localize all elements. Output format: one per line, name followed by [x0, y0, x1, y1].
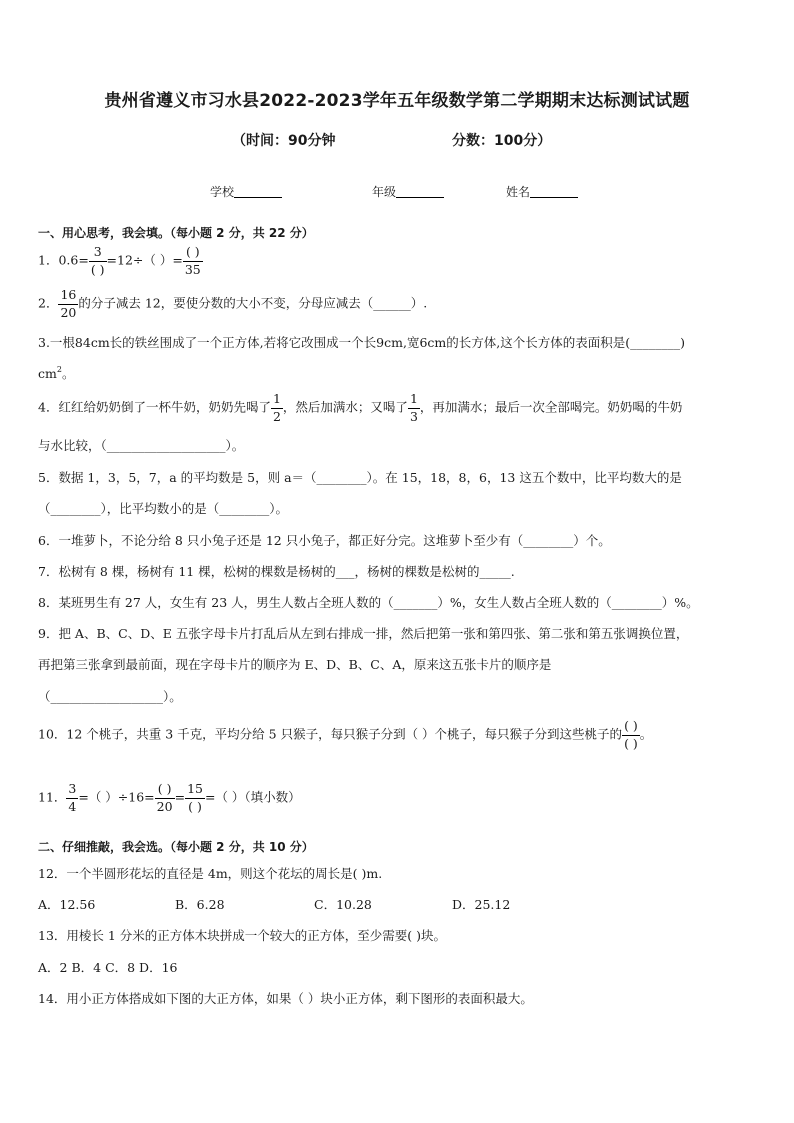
question-7: 7．松树有 8 棵，杨树有 11 棵，松树的棵数是杨树的___，杨树的棵数是松树的_____.: [38, 564, 515, 579]
q10-f-den: ( ): [624, 735, 638, 751]
q4-fraction-1: [271, 391, 283, 425]
section-1-title: 一、用心思考，我会填。（每小题 2 分，共 22 分）: [38, 226, 314, 240]
q2-text: 的分子减去 12，要使分数的大小不变，分母应减去（______）.: [78, 295, 428, 311]
school-field: [210, 183, 282, 200]
q11-equals: =: [174, 789, 186, 805]
q4-f2-num: 1: [408, 391, 420, 409]
q1-f2-den: 35: [184, 261, 201, 277]
question-8: 8．某班男生有 27 人，女生有 23 人，男生人数占全班人数的（_______）%，女生人数占全班人数的（________）%。: [38, 595, 699, 610]
q11-f3-num: 15: [185, 781, 205, 799]
q10-fraction: [622, 718, 640, 752]
q10-text: 10．12 个桃子，共重 3 千克，平均分给 5 只猴子，每只猴子分到（ ）个桃子，每只猴子分到这些桃子的: [38, 726, 623, 742]
q1-f2-num: ( ): [183, 244, 203, 262]
q12-option-a: A．12.56: [38, 897, 96, 912]
question-1: [38, 244, 203, 278]
q11-fraction-2: [155, 781, 175, 815]
q1-fraction-2: [183, 244, 203, 278]
q11-part-b: =（ ）（填小数）: [204, 789, 301, 805]
q11-f2-den: 20: [156, 798, 173, 814]
grade-field: [372, 183, 444, 200]
question-4-line-1: [38, 391, 682, 425]
question-2: [38, 287, 427, 321]
q4-f2-den: 3: [409, 408, 418, 424]
q3-superscript: 2: [56, 365, 62, 374]
name-field: [506, 183, 578, 200]
name-label: 姓名: [506, 185, 531, 199]
q1-f1-num: 3: [89, 244, 107, 262]
question-9-line-3: （__________________）。: [38, 689, 182, 704]
section-2-title: 二、仔细推敲，我会选。（每小题 2 分，共 10 分）: [38, 840, 314, 854]
q4-part-b: ，然后加满水；又喝了: [282, 399, 408, 415]
q12-option-b: B．6.28: [175, 897, 225, 912]
q4-f1-den: 2: [272, 408, 281, 424]
grade-label: 年级: [372, 185, 397, 199]
q4-fraction-2: [408, 391, 420, 425]
q3-end: 。: [61, 366, 75, 381]
question-12: 12．一个半圆形花坛的直径是 4m，则这个花坛的周长是( )m.: [38, 866, 383, 881]
q4-part-a: 4．红红给奶奶倒了一杯牛奶，奶奶先喝了: [38, 399, 271, 415]
q10-end: 。: [639, 726, 653, 742]
q2-prefix: 2．: [38, 295, 59, 311]
school-blank: [234, 185, 282, 198]
school-label: 学校: [210, 185, 235, 199]
q1-prefix: 1．0.6=: [38, 252, 89, 268]
q11-f1-den: 4: [68, 798, 77, 814]
q4-f1-num: 1: [271, 391, 283, 409]
question-9-line-1: 9．把 A、B、C、D、E 五张字母卡片打乱后从左到右排成一排，然后把第一张和第四张、第二张和第五张调换位置，: [38, 626, 689, 641]
question-9-line-2: 再把第三张拿到最前面，现在字母卡片的顺序为 E、D、B、C、A，原来这五张卡片的顺序是: [38, 657, 552, 672]
q11-f3-den: ( ): [188, 798, 202, 814]
question-3-line-2: [38, 364, 74, 382]
q2-fraction: [58, 287, 78, 321]
question-13: 13．用棱长 1 分米的正方体木块拼成一个较大的正方体，至少需要( )块。: [38, 928, 447, 943]
q13-options: A．2 B．4 C．8 D．16: [38, 960, 178, 975]
q11-part-a: =（ ）÷16=: [78, 789, 155, 805]
page-title: 贵州省遵义市习水县2022-2023学年五年级数学第二学期期末达标测试试题: [104, 91, 690, 111]
q11-fraction-3: [185, 781, 205, 815]
q3-unit: cm: [38, 366, 57, 381]
q11-fraction-1: [66, 781, 78, 815]
q10-f-num: ( ): [622, 718, 640, 736]
question-4-line-2: 与水比较，（___________________）。: [38, 438, 245, 453]
q11-f2-num: ( ): [155, 781, 175, 799]
name-blank: [530, 185, 578, 198]
time-info: （时间：90分钟: [232, 133, 336, 149]
q2-f-den: 20: [60, 304, 77, 320]
q4-part-c: ，再加满水；最后一次全部喝完。奶奶喝的牛奶: [419, 399, 683, 415]
grade-blank: [396, 185, 444, 198]
q11-f1-num: 3: [66, 781, 78, 799]
q2-f-num: 16: [58, 287, 78, 305]
q12-option-c: C．10.28: [314, 897, 372, 912]
q1-f1-den: ( ): [90, 261, 105, 277]
q12-option-d: D．25.12: [452, 897, 511, 912]
q1-fraction-1: [89, 244, 107, 278]
question-5-line-2: （________），比平均数小的是（________）。: [38, 501, 289, 516]
question-11: [38, 781, 301, 815]
question-5-line-1: 5．数据 1，3，5，7，a 的平均数是 5，则 a＝（________）。在 15，18，8，6，13 这五个数中，比平均数大的是: [38, 470, 682, 485]
score-info: 分数：100分）: [452, 133, 552, 149]
question-14: 14．用小正方体搭成如下图的大正方体，如果（ ）块小正方体，剩下图形的表面积最大。: [38, 991, 533, 1006]
q11-prefix: 11．: [38, 789, 67, 805]
question-6: 6．一堆萝卜，不论分给 8 只小兔子还是 12 只小兔子，都正好分完。这堆萝卜至少有（________）个。: [38, 533, 611, 548]
question-10: [38, 718, 652, 752]
q1-mid: =12÷（ ）=: [106, 252, 183, 268]
question-3-line-1: 3.一根84cm长的铁丝围成了一个正方体,若将它改围成一个长9cm,宽6cm的长方体,这个长方体的表面积是(________): [38, 335, 685, 350]
